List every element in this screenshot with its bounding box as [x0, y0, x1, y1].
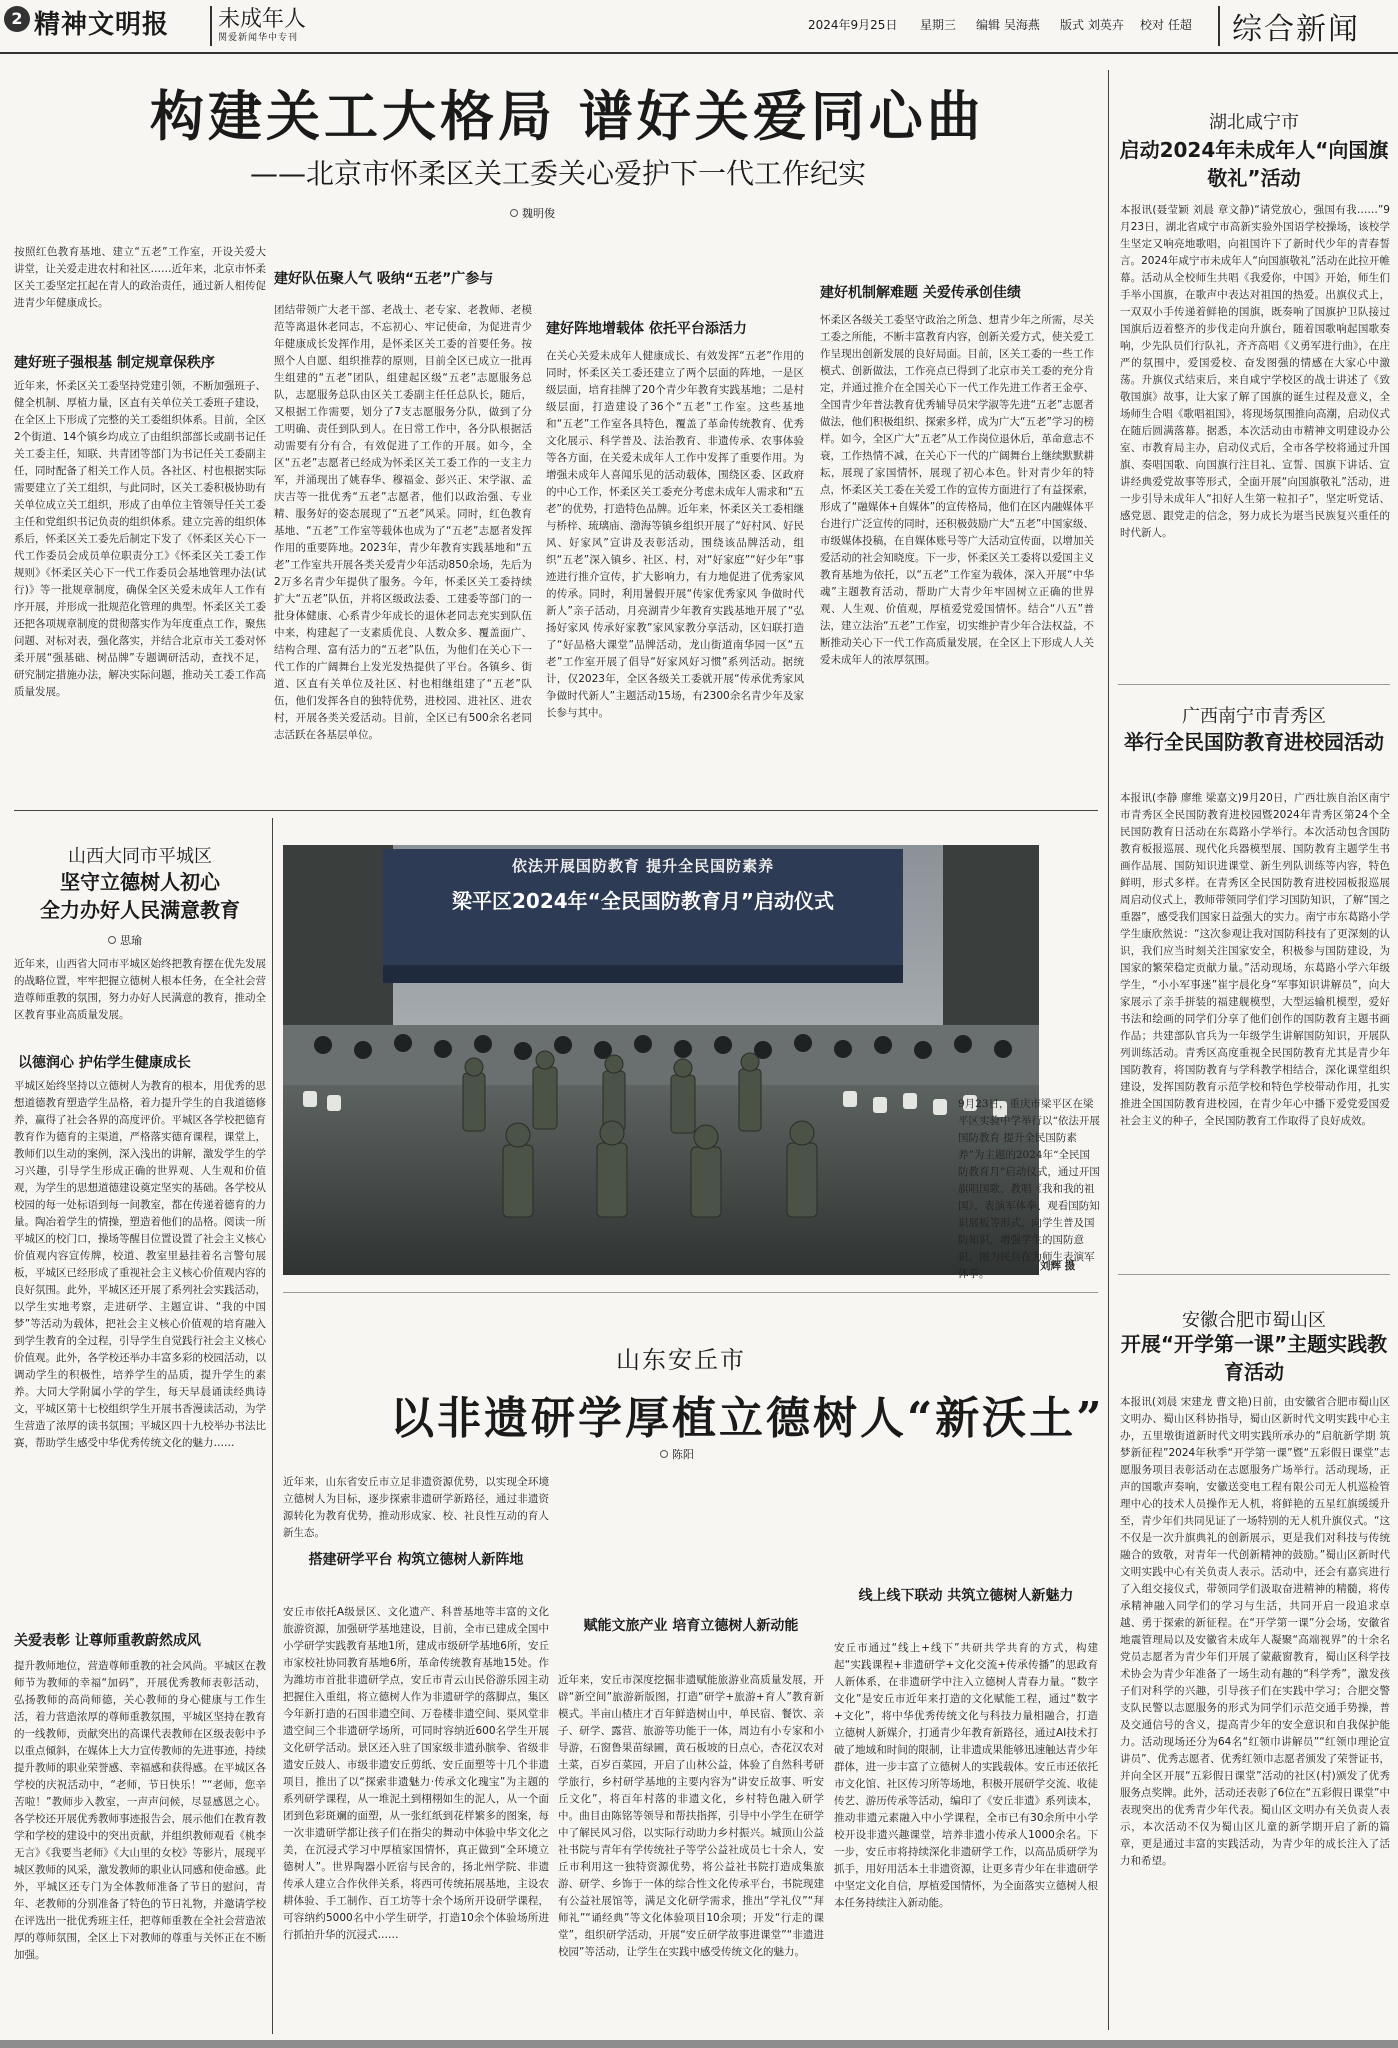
feature-author: 陈阳	[672, 1448, 694, 1461]
layout-credit: 版式 刘英卉	[1060, 18, 1124, 32]
lead-section-1: 近年来，怀柔区关工委坚持党建引领，不断加强班子、健全机制、厚植力量，区直有关单位关工委班子建设，在全区上下形成了完整的关工委组织体系。目前，全区2个街道、14个镇乡均成立了由组织部部长或副书记任关工委主任，知联、共青团等部门为书记任关工委副主任，同时配备了相关工作人员。各社区、村也根据实际需要建立了关工组织，与此同时，区关工委积极协助有关单位成立关工组织，形成了由单位主管领导任关工委主任和党组织书记负责的组织体系。建立完善的组织体系后，怀柔区关工委先后制定下发了《怀柔区关心下一代工作委员会成员单位职责分工》《怀柔区关工委工作规则》《怀柔区关心下一代工作委员会基地管理办法(试行)》等一批规章制度，确保全区关爱未成年人工作有序开展，并形成一批规范化管理的典型。怀柔区关工委还把各项规章制度的贯彻落实作为年度重点工作，聚焦问题、对标对表，强化落实，并结合北京市关工委对怀柔开展“强基础、树品牌”专题调研活动，查找不足，研究制定措施办法，解决实际问题，推动关工委工作高质量发展。	[14, 380, 266, 698]
feature-section-3: 安丘市通过“线上+线下”共研共学共育的方式，构建起“实践课程+非遗研学+文化交流+传承传播”的思政育人新体系，在非遗研学中注入立德树人青春力量。“数字文化”是安丘市近年来打造的文化赋能工程，通过“数字+文化”，将中华优秀传统文化与科技力量相融合，打造立德树人新媒介，打通青少年教育新路径，通过AI技术打破了地域和时间的限制，让非遗成果能够迅速触达青少年群体，进一步丰富了立德树人的实践载体。安丘市还依托市文化馆、社区传习所等场地，积极开展研学交流、收徒传艺、游历传承等活动，编印了《安丘非遗》系列读本，推动非遗元素融入中小学课程，全市已有30余所中小学校开设非遗兴趣课堂，培养非遗小传承人1000余名。下一步，安丘市将持续深化非遗研学工作，以高品质研学为抓手，用好用活本土非遗资源，让更多青少年在非遗研学中坚定文化自信，厚植爱国情怀，为全面落实立德树人根本任务持续注入新动能。	[834, 1642, 1098, 1909]
paper-logo: 精神文明报	[34, 10, 170, 40]
feature-intro: 近年来，山东省安丘市立足非遗资源优势，以实现全环境立德树人为目标，逐步探索非遗研学新路径，通过非遗资源转化为教育优势，推动形成家、校、社良性互动的育人新生态。	[283, 1476, 549, 1539]
feature-section-2: 近年来，安丘市深度挖掘非遗赋能旅游业高质量发展，开辟“新空间”旅游新版图，打造“研学+旅游+育人”教育新模式。半亩山楂庄才百年鲜造树山中，单民宿、餐饮、亲子、研学、露营、旅游等功能于一体，周边有小专家和小导游，石窗鲁果苗绿圃，黄石板坡的日点心，杏花汉农对土菜，百岁百菜园，开启了山林公益，体验了自然科考研学旅行，乡村研学基地的主要内容为“讲安丘故事、听安丘文化”，将百年村落的非遗文化，乡村特色融入研学中。曲目由陈铭等领导和帮扶指挥，引导中小学生在研学中了解民风习俗，以实际行动助力乡村振兴。城顶山公益社书院与青年有学传统社子等学公益社成员七十余人，安丘市利用这一独特资源优势，将公益社书院打造成集旅游、研学、乡饰于一体的综合性文化传承平台，书院现建有公益社展馆等，满足文化研学需求，推出“学礼仪”“拜师礼”“诵经典”等文化体验项目10余项；开发“行走的课堂”，组织研学活动，开展“安丘研学故事进课堂”“非遗进校园”等活动，让学生在实践中感受传统文化的魅力。	[558, 1674, 824, 1958]
divider	[1218, 6, 1220, 46]
side1-place: 湖北咸宁市	[1209, 112, 1299, 133]
byline-dot-icon	[660, 1450, 668, 1458]
left2-intro: 近年来，山西省大同市平城区始终把教育摆在优先发展的战略位置，牢牢把握立德树人根本任务，在全社会营造尊师重教的氛围，努力办好人民满意的教育，推动全区教育事业高质量发展。	[14, 958, 266, 1021]
side2-title: 举行全民国防教育进校园活动	[1124, 730, 1384, 754]
field	[283, 1085, 1039, 1275]
bottom-band	[0, 2040, 1398, 2048]
photo-credit: 刘辉 摄	[1040, 1260, 1076, 1272]
left2-place: 山西大同市平城区	[68, 846, 212, 867]
audience	[283, 1025, 1039, 1095]
side2-body: 本报讯(李静 廖维 梁嘉文)9月20日，广西壮族自治区南宁市青秀区全民国防教育进校园暨2024年青秀区第24个全民国防教育日活动在东葛路小学举行。本次活动包含国防教育板报巡展、现代化兵器模型展、国防教育主题学生书画作品展、国防知识进课堂、新生列队训练等内容，特色鲜明，形式多样。在青秀区全民国防教育进校园板报巡展周启动仪式上，教师带领同学们学习国防知识，了解“国之重器”，感受我们国家日益强大的实力。南宁市东葛路小学学生康欣然说：“这次参观让我对国防科技有了更深刻的认识，我们应当时刻关注国家安全，积极参与国防建设，为国家的繁荣稳定贡献力量。”活动现场，东葛路小学六年级学生，“小小军事迷”崔宇晨化身“军事知识讲解员”，向大家展示了亲手拼装的福建舰模型，大型运输机模型，爱好书法和绘画的同学们分享了他们创作的国防教育主题书画作品；共建部队官兵为一年级学生讲解国防知识，开展队列训练活动。青秀区高度重视全民国防教育尤其是青少年国防教育，将国防教育与学科教学相结合，深化课堂组织建设，发挥国防教育示范学校和特色学校带动作用，扎实推进全国国防教育进校园，在青少年心中播下爱党爱国爱社会主义的种子，全民国防教育工作取得了良好成效。	[1120, 792, 1390, 1127]
lead-subhead-2: 建好队伍聚人气 吸纳“五老”广参与	[274, 271, 494, 287]
page-number: 2	[4, 6, 30, 32]
lead-byline	[510, 205, 555, 221]
feature-subhead-1-text: 搭建研学平台 构筑立德树人新阵地	[308, 1552, 524, 1568]
news-photo	[283, 845, 1039, 1275]
left2-subhead-1: 以德润心 护佑学生健康成长	[18, 1055, 191, 1071]
issue-date: 2024年9月25日	[808, 18, 898, 32]
byline-dot-icon	[510, 209, 518, 217]
left2-byline	[108, 932, 142, 948]
column-rule	[272, 818, 273, 2034]
lead-headline: 构建关工大格局 谱好关爱同心曲	[150, 84, 985, 148]
left2-author: 思瑜	[120, 934, 142, 947]
divider	[210, 6, 212, 46]
side2-place: 广西南宁市青秀区	[1182, 706, 1326, 727]
feature-section-1: 安丘市依托A级景区、文化遗产、科普基地等丰富的文化旅游资源，加强研学基地建设，目前，全市已建成全国中小学研学实践教育基地1所，建成市级研学基地6所，安丘市家校社协同教育基地6所，革命传统教育基地15处。作为潍坊市首批非遗研学点，安丘市青云山民俗游乐园主动把握住入重组，将立德树人作为非遗研学的落脚点，集区今年新打造的石国非遗空间、万卷楼非遗空间、渠风堂非遗空间三个非遗研学场所，可同时容纳近600名学生开展文化研学活动。景区还入驻了国家级非遗孙膑拳、省级非遗安丘鼓人、市级非遗安丘剪纸、安丘面塑等十几个非遗项目，推出了以“探索非遗魅力·传承文化瑰宝”为主题的系列研学课程，从一堆泥土到栩栩如生的泥人，从一个面团到色彩斑斓的面塑，从一张红纸到花样繁多的图案，每一次非遗研学都让孩子们在指尖的舞动中体验中华文化之美，在沉浸式学习中厚植家国情怀，真正做到“全环境立德树人”。世界陶器小匠宿与民舍的，扬北州学院、非遗传承人建立合作伙伴关系，将西可传统拓展基地，主设农耕体验、手工制作、百工坊等十余个场所开设研学课程，可容纳约5000名中小学生研学，打造10余个体验场所进行抓拍升华的沉浸式……	[283, 1606, 549, 1941]
section-rule	[283, 1292, 1098, 1293]
lead-author: 魏明俊	[522, 207, 555, 220]
photo-banner-line2: 梁平区2024年“全民国防教育月”启动仪式	[452, 889, 834, 913]
masthead	[0, 0, 1398, 54]
side3-title: 开展“开学第一课”主题实践教育活动	[1120, 1332, 1388, 1384]
column-rule	[1108, 70, 1109, 2030]
lead-section-2: 团结带领广大老干部、老战士、老专家、老教师、老模范等离退休老同志，不忘初心、牢记使命，为促进青少年健康成长发挥作用，是怀柔区关工委的首要任务。按照个人自愿、组织推荐的原则，目前全区已成立一批再生组建的“五老”团队，组建起区级“五老”志愿服务总队，志愿服务总队由区关工委副主任任总队长，随后，又根据工作需要，划分了7支志愿服务分队，做到了分工明确、责任到队到人。在日常工作中，各分队根据活动需要有分有合，有效促进了工作的开展。如今，全区“五老”志愿者已经成为怀柔区关工委工作的一支主力军，并涌现出了姚春华、穆福金、彭兴正、宋学淑、孟庆吉等一批优秀“五老”志愿者，他们以政治强、专业精、服务好的姿态展现了“五老”风采。同时，红色教育基地、“五老”工作室等载体也成为了“五老”志愿者发挥作用的重要阵地。2023年，青少年教育实践基地和“五老”工作室共开展各类关爱青少年活动850余场，先后为2万多名青少年提供了服务。今年，怀柔区关工委持续扩大“五老”队伍，并将区级政法委、工建委等部门的一批身体健康、心系青少年成长的退休老同志充实到队伍中来，构建起了一支素质优良、人数众多、覆盖面广、结构合理、富有活力的“五老”队伍，为他们在关心下一代工作的广阔舞台上发光发热提供了平台。各镇乡、街道、区直有关单位及社区、村也相继组建了“五老”队伍，他们发挥各自的独特优势，进校园、进社区、进农村，开展各类关爱活动。目前，全区已有500余名老同志活跃在各基层单位。	[274, 304, 532, 741]
feature-subhead-3-text: 线上线下联动 共筑立德树人新魅力	[858, 1588, 1074, 1604]
feature-subhead-2	[558, 1616, 824, 1636]
side-rule	[1118, 684, 1390, 685]
side1-body: 本报讯(聂莹颖 刘晨 章文静)“请党放心，强国有我……”9月23日，湖北省咸宁市高新实验外国语学校操场，该校学生坚定又响亮地歌唱，向祖国许下了新时代少年的青春誓言。2024年咸宁市未成年人“向国旗敬礼”活动在此拉开帷幕。活动从全校师生共唱《我爱你，中国》开始，师生们手举小国旗，在歌声中表达对祖国的热爱。出旗仪式上，一双双小手传递着鲜艳的国旗，既奏响了国旗护卫队接过国旗后迈着整齐的步伐走向升旗台，随着国歌响起国歌奏响，少先队员们行队礼，齐齐高唱《义勇军进行曲》，在庄严的氛围中，爱国爱校、奋发图强的情感在大家心中激荡。升旗仪式结束后，来自咸宁学校区的战士讲述了《致敬国旗》故事，让大家了解了国旗的诞生过程及意义，全场师生合唱《歌唱祖国》，将现场氛围推向高潮，启动仪式在随后圆满落幕。据悉，本次活动由市精神文明建设办公室、市教育局主办，启动仪式后，全市各学校将通过升国旗、奏唱国歌、向国旗行注目礼、宣誓、国旗下讲话、宣讲经典爱党故事等形式，全面开展“向国旗敬礼”活动，进一步引导未成年人“扣好人生第一粒扣子”，坚定听党话、感党恩、跟党走的信念，努力成长为堪当民族复兴重任的时代新人。	[1120, 204, 1390, 539]
proof-credit: 校对 任超	[1140, 18, 1192, 32]
photo-caption: 9月23日，重庆市梁平区在梁平区实验中学举行以“依法开展国防教育 提升全民国防素养”为主题的2024年“全民国防教育月”启动仪式，通过开国旗唱国歌、教唱《我和我的祖国》、表演军体拳、观看国防知识展板等形式，向学生普及国防知识，增强学生的国防意识。图为民兵在为师生表演军体拳。	[958, 1098, 1100, 1280]
lead-intro: 按照红色教育基地、建立“五老”工作室，开设关爱大讲堂，让关爱走进农村和社区……近年来，北京市怀柔区关工委坚定扛起在青人的政治责任，通过新人相传促进青少年健康成长。	[14, 246, 266, 309]
feature-subhead-3	[834, 1586, 1098, 1606]
side1-title: 启动2024年未成年人“向国旗敬礼”活动	[1119, 138, 1389, 190]
feature-subhead-2-text: 赋能文旅产业 培育立德树人新动能	[583, 1618, 799, 1634]
feature-headline: 以非遗研学厚植立德树人“新沃土”	[390, 1393, 1105, 1444]
side3-body: 本报讯(刘晨 宋建龙 曹文艳)日前，由安徽省合肥市蜀山区文明办、蜀山区科协指导，蜀山区新时代文明实践中心主办，五里墩街道新时代文明实践所承办的“启航新学期 筑梦新征程”2024年秋季“开学第一课”暨“五彩假日课堂”志愿服务项目表彰活动在志愿服务广场举行。活动现场，正声的国歌声奏响，安徽送变电工程有限公司无人机巡检管理中心的技术人员操作无人机，将鲜艳的五星红旗缓缓升至，青少年们共同见证了一场特别的无人机升旗仪式。“这不仅是一次升旗典礼的创新展示，更是我们对科技与传统融合的致敬，对青年一代创新精神的鼓励。”蜀山区新时代文明实践中心有关负责人表示。活动中，还会有嘉宾进行了入组交接仪式，带领同学们汲取奋进精神的精髓，将传承精神融入同学们的学习与生活，共同开启一段追求卓越、勇于探索的新征程。在“开学第一课”分会场，安徽省地震管理局以及安徽省未成年人凝聚“高端视界”的十余名党员志愿者为青少年们开展了蒙蔽窗教育，蜀山区科学技术协会为青少年准备了一场生动有趣的“科学秀”，激发孩子们对科学的兴趣，引导孩子们在实践中学习；合肥交警支队民警以志愿服务的形式为同学们示范交通手势操，普及交通信号的含义，提高青少年的安全意识和自我保护能力。活动现场还分为64名“红领巾讲解员”“红领巾理论宣讲员”、优秀志愿者、优秀红领巾志愿者颁发了荣誉证书，并向全区开展“五彩假日课堂”活动的社区(村)颁发了优秀服务点奖牌。此外，活动还表彰了6位在“五彩假日课堂”中表现突出的优秀青少年代表。蜀山区文明办有关负责人表示，本次活动不仅为蜀山区儿童的新学期开启了新的篇章，更是通过丰富的实践活动，为青少年的成长注入了活力和希望。	[1120, 1396, 1390, 1867]
byline-dot-icon	[108, 936, 116, 944]
section-rule	[14, 810, 1098, 811]
section-name: 综合新闻	[1232, 12, 1360, 47]
issue-weekday: 星期三	[920, 18, 957, 32]
left2-section-1: 平城区始终坚持以立德树人为教育的根本，用优秀的思想道德教育塑造学生品格，着力提升学生的自我道德修养，赢得了社会各界的高度评价。平城区各学校把德育教育作为德育的主渠道，严格落实德育课程，课堂上，教师们以生动的案例，深入浅出的讲解，激发学生的学习兴趣，引导学生形成正确的世界观、人生观和价值观，为学生的思想道德建设奠定坚实的基础。各学校从校园的每一处标语到每一间教室，都在传递着德育的力量。陶冶着学生的情操，塑造着他们的品格。阅读一所平城区的校门口，操场等醒目位置设置了社会主义核心价值观内容宣传牌，校道、教室里悬挂着名言警句展板，平城区已经形成了重视社会主义核心价值观内容的良好氛围。此外，平城区还开展了系列社会实践活动，以学生实地考察，走进研学、主题宣讲、“我的中国梦”等活动为载体，把社会主义核心价值观的培育融入到学生教育的全过程，引导学生自觉践行社会主义核心价值观。此外，各学校还举办丰富多彩的校园活动，以调动学生的积极性，培养学生的品质，提升学生的素养。大同大学附属小学的学生，每天早晨诵读经典诗文，平城区第十七校组织学生开展书香漫读活动，为学生营造了浓厚的读书氛围；平城区四十九校举办书法比赛，帮助学生感受中华优秀传统文化的魅力……	[14, 1080, 266, 1449]
left2-section-2: 提升教师地位，营造尊师重教的社会风尚。平城区在教师节为教师的幸福“加码”，开展优秀教师表彰活动，弘扬教师的高尚师德，关心教师的身心健康与工作生活，着力营造浓厚的尊师重教氛围，平城区坚持在教育的一线教师，贡献突出的高课代表教师在区级表彰中予以重点倾斜，在媒体上大力宣传教师的先进事迹，持续提升教师的职业荣誉感、幸福感和获得感。在平城区各学校的庆祝活动中，“老师，节日快乐！”“老师，您辛苦啦！”教师步入教室，一声声问候，尽显感恩之心。各学校还开展优秀教师事迹报告会，展示他们在教育教学和学校的建设中的突出贡献，并组织教师观看《桃李无言》《我要当老师》《大山里的女校》等影片，展现平城区教师的风采，激发教师的职业认同感和使命感。此外，平城区还专门为全体教师准备了节日的慰问，青年、老教师的分别准备了特色的节日礼物，并邀请学校在评选出一批优秀班主任，把尊师重教在全社会营造浓厚的尊师氛围，全区上下对教师的尊重与关怀正在不断加强。	[14, 1660, 266, 1961]
feature-subhead-1	[283, 1550, 549, 1570]
photo-banner-line1: 依法开展国防教育 提升全民国防素养	[511, 857, 775, 875]
lead-section-3: 在关心关爱未成年人健康成长、有效发挥“五老”作用的同时，怀柔区关工委还建立了两个层面的阵地，一是区级层面，培育挂牌了20个青少年教育实践基地；二是村级层面，打造建设了36个“五老”工作室。这些基地和“五老”工作室各具特色，覆盖了革命传统教育、优秀文化展示、科学普及、法治教育、非遗传承、农事体验等各方面，在关爱未成年人工作中发挥了重要作用。为增强未成年人喜闻乐见的活动载体，围绕区委、区政府的中心工作，怀柔区关工委充分考虑未成年人需求和“五老”的优势，打造特色品牌。近年来，怀柔区关工委相继与桥梓、琉璃庙、渤海等镇乡组织开展了“好村风、好民风、好家风”宣讲及表彰活动，围绕该品牌活动，组织“五老”深入镇乡、社区、村，对“好家庭”“好少年”事迹进行推介宣传，扩大影响力，有力地促进了优秀家风的传承。同时，利用暑假开展“传家优秀家风 争做时代新人”亲子活动，月亮湖青少年教育实践基地开展了“弘扬好家风 传承好家教”家风家教分享活动，区妇联打造了“好品格大课堂”品牌活动，龙山街道南华园一区“五老”工作室开展了倡导“好家风好习惯”系列活动。据统计，仅2023年，全区各级关工委就开展“传承优秀家风 争做时代新人”主题活动15场，有2300余名青少年及家长参与其中。	[546, 350, 804, 719]
left2-subhead-2: 关爱表彰 让尊师重教蔚然成风	[14, 1633, 201, 1649]
side3-place: 安徽合肥市蜀山区	[1182, 1310, 1326, 1331]
left2-title-line1: 坚守立德树人初心	[60, 870, 220, 894]
lead-subhead-3: 建好阵地增载体 依托平台添活力	[546, 321, 747, 337]
feature-place: 山东安丘市	[616, 1346, 746, 1374]
side-rule	[1118, 1274, 1390, 1275]
column-subtitle: 関爱新闻华中专刊	[218, 33, 299, 43]
column-name: 未成年人	[218, 7, 307, 32]
lead-subhead-1: 建好班子强根基 制定规章保秩序	[14, 355, 215, 371]
left2-title-line2: 全力办好人民满意教育	[40, 898, 240, 922]
editor-credit: 编辑 吴海燕	[976, 18, 1040, 32]
lead-subhead-4: 建好机制解难题 关爱传承创佳绩	[820, 285, 1021, 301]
lead-section-4: 怀柔区各级关工委坚守政治之所急、想青少年之所需，尽关工委之所能，不断丰富教育内容，创新关爱方式，使关爱工作呈现出创新发展的良好局面。目前，区关工委的一些工作模式、创新做法，工作亮点已得到了北京市关工委的充分肯定，并通过推介在全国关心下一代工作先进工作者王金亭、全国青少年普法教育优秀辅导员宋学淑等先进“五老”志愿者做法，他们积极组织、探索多样，成为广大“五老”学习的榜样。如今，全区广大“五老”从工作岗位退休后，革命意志不衰，工作热情不减，在关心下一代的广阔舞台上继续默默耕耘，展现了家国情怀，展现了初心本色。针对青少年的特点，怀柔区关工委在关爱工作的宣传方面进行了有益探索，形成了“融媒体+自媒体”的宣传格局，他们在区内融媒体平台进行广泛宣传的同时，还积极鼓励广大“五老”中国家级、市级媒体投稿，在自媒体账号等广大活动宣传面，以增加关爱活动的社会知晓度。下一步，怀柔区关工委将以爱国主义教育基地为依托，以“五老”工作室为载体，深入开展“中华魂”主题教育活动，帮助广大青少年牢固树立正确的世界观、人生观、价值观，厚植爱党爱国情怀。结合“八五”普法，建立法治“五老”工作室，切实维护青少年合法权益，不断推动关心下一代工作高质量发展，在全区上下形成人人关爱未成年人的浓厚氛围。	[820, 314, 1094, 666]
lead-subheadline: ——北京市怀柔区关工委关心爱护下一代工作纪实	[250, 157, 867, 190]
feature-byline	[660, 1446, 694, 1462]
